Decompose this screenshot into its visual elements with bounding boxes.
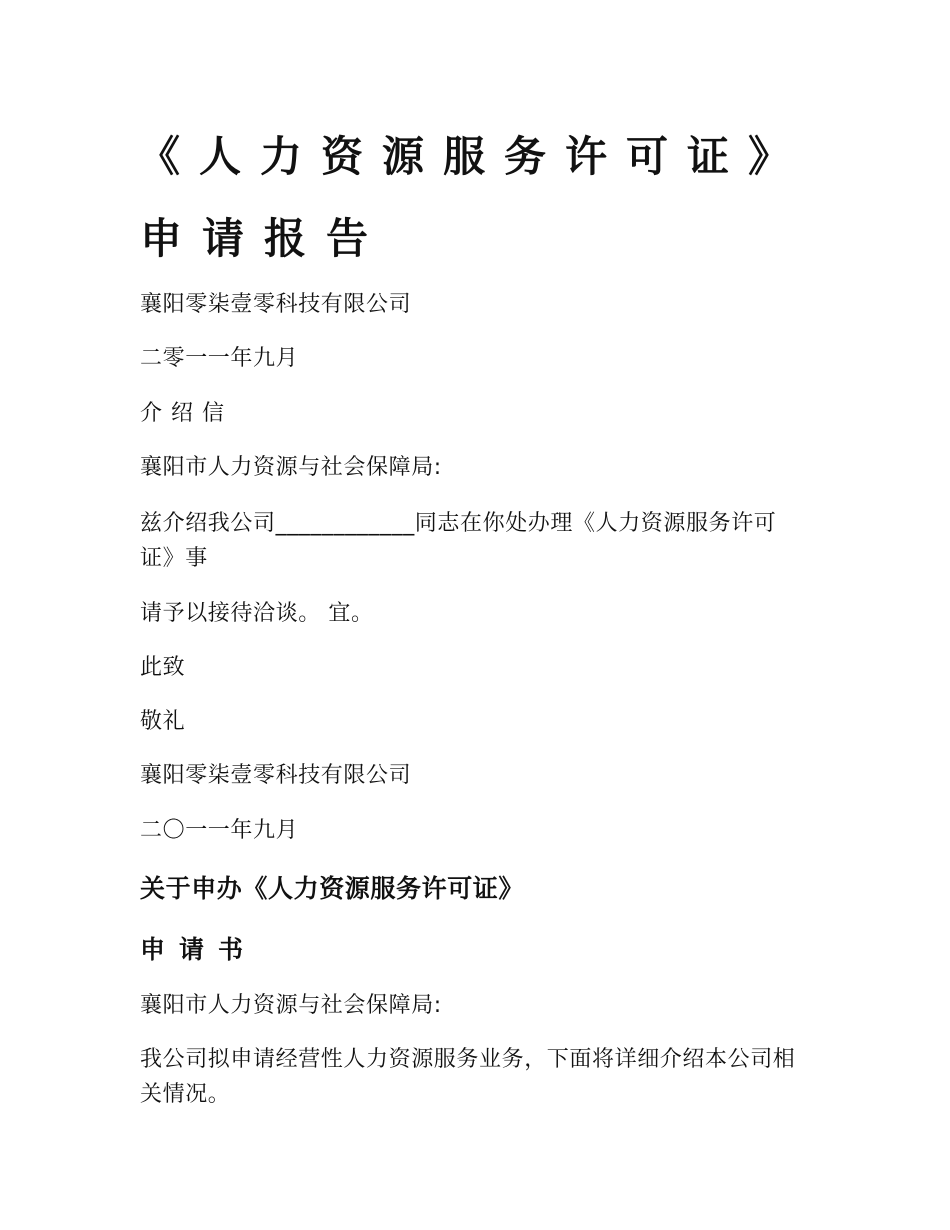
application-subheading: 申请书 [140,935,258,964]
intro-recipient: 襄阳市人力资源与社会保障局: [140,455,442,480]
signature-date: 二〇一一年九月 [140,818,299,843]
report-title-line-2: 申请报告 [140,214,389,263]
closing-salutation-2: 敬礼 [140,709,186,734]
company-name: 襄阳零柒壹零科技有限公司 [140,292,412,317]
report-title-line-1: 《人力资源服务许可证》 [138,132,810,181]
intro-body-paragraph: 兹介绍我公司____________同志在你处办理《人力资源服务许可证》事 [140,511,777,571]
closing-salutation-1: 此致 [140,655,186,680]
intro-request: 请予以接待洽谈。 宜。 [140,601,374,626]
report-date: 二零一一年九月 [140,346,299,371]
application-body-paragraph: 我公司拟申请经营性人力资源服务业务，下面将详细介绍本公司相关情况。 [140,1047,796,1107]
signature-company: 襄阳零柒壹零科技有限公司 [140,763,412,788]
application-heading: 关于申办《人力资源服务许可证》 [140,874,525,903]
application-recipient: 襄阳市人力资源与社会保障局: [140,993,442,1018]
intro-letter-heading: 介绍信 [140,401,234,426]
